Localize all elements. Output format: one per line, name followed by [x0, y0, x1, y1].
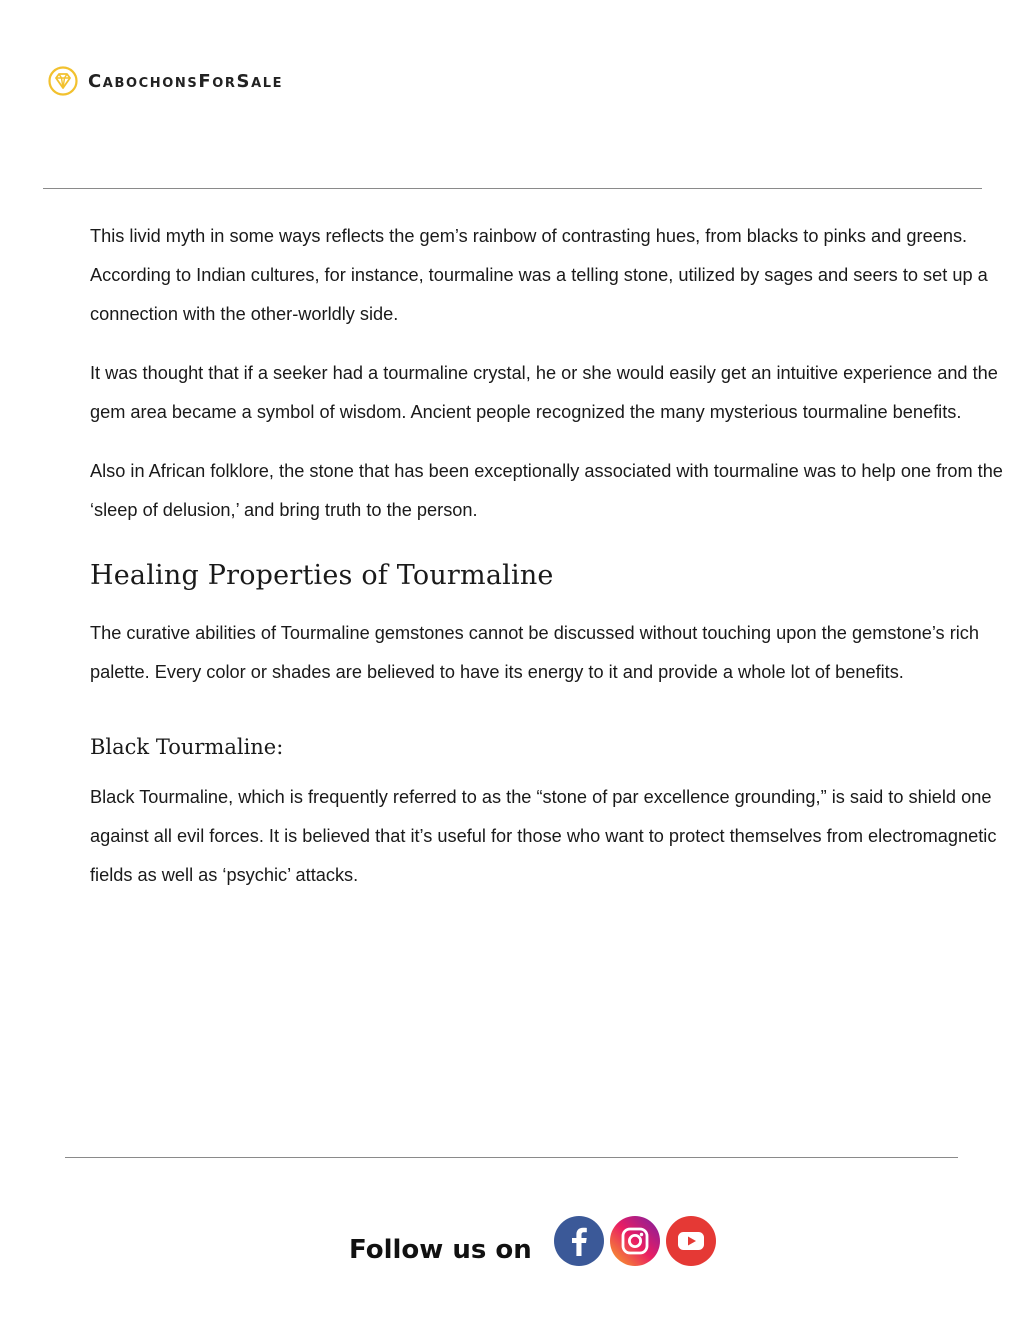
section-heading: Healing Properties of Tourmaline [90, 560, 554, 591]
footer-divider [65, 1157, 958, 1158]
brand-name: CabochonsForSale [88, 70, 284, 92]
section-paragraph: The curative abilities of Tourmaline gemstones cannot be discussed without touching upon the gemstone’s rich palette. Every color or shades are believed to have its energy to it and provide a whole lot of benefits. [90, 623, 980, 683]
follow-label: Follow us on [349, 1235, 532, 1265]
intro-paragraph-2: It was thought that if a seeker had a tourmaline crystal, he or she would easily get an intuitive experience and the gem area became a symbol of wisdom. Ancient people recognized the many mysterious tourmaline benefits. [90, 363, 998, 422]
instagram-icon[interactable] [610, 1216, 660, 1266]
header-divider [43, 188, 982, 189]
article-content [90, 217, 1005, 915]
intro-paragraph-3: Also in African folklore, the stone that has been exceptionally associated with tourmaline was to help one from the ‘sleep of delusion,’ and bring truth to the person. [90, 461, 1003, 520]
gem-logo-icon [48, 66, 78, 96]
facebook-icon[interactable] [554, 1216, 604, 1266]
subsection-heading: Black Tourmaline: [90, 735, 284, 760]
subsection-paragraph: Black Tourmaline, which is frequently referred to as the “stone of par excellence grounding,” is said to shield one against all evil forces. It is believed that it’s useful for those who want to protect themselves from electromagnetic fields as well as ‘psychic’ attacks. [90, 786, 997, 885]
brand-logo[interactable] [48, 66, 283, 96]
intro-paragraph-1: This livid myth in some ways reflects the gem’s rainbow of contrasting hues, from blacks to pinks and greens. According to Indian cultures, for instance, tourmaline was a telling stone, utilized by sages and seers to set up a connection with the other-worldly side. [90, 226, 988, 324]
youtube-icon[interactable] [666, 1216, 716, 1266]
social-follow [349, 1216, 716, 1266]
